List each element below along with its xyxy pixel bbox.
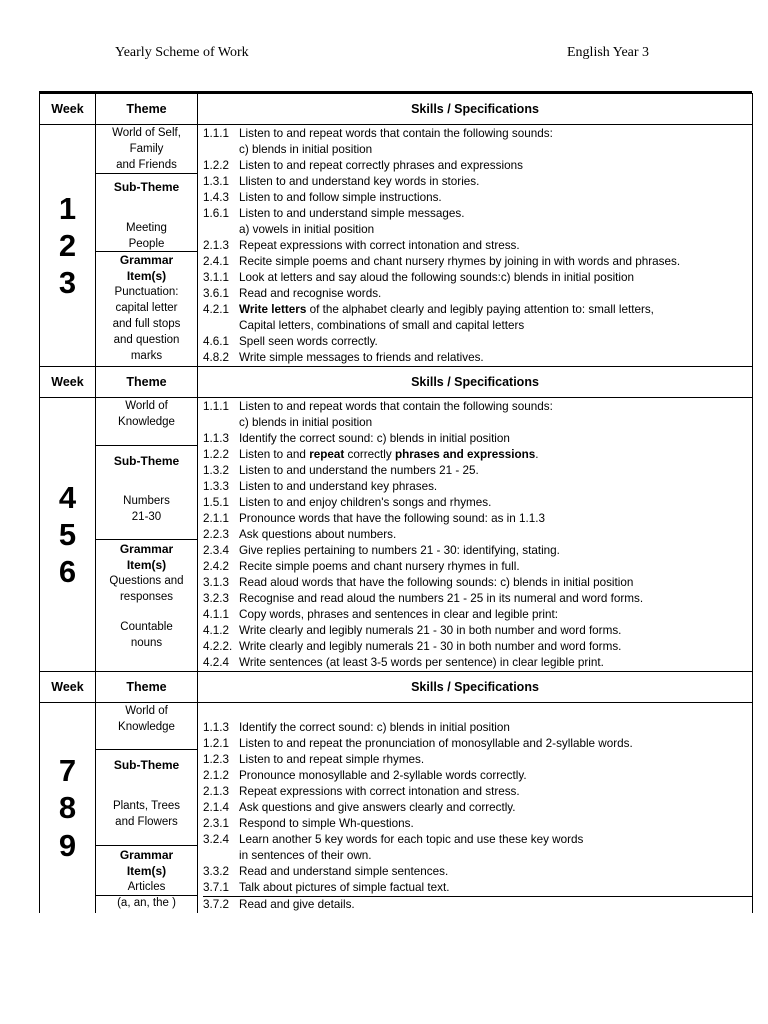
skill-code: 2.3.1 — [203, 817, 229, 830]
week-number: 8 — [58, 790, 77, 826]
skill-line — [203, 768, 752, 784]
skill-text: Listen to and repeat correctly phrases and expressions — [239, 159, 523, 172]
skill-text: Listen to and repeat simple rhymes. — [239, 753, 425, 766]
skills-cell — [198, 398, 753, 672]
skill-code: 1.2.3 — [203, 753, 229, 766]
skill-code: 1.4.3 — [203, 191, 229, 204]
skills-header: Skills / Specifications — [198, 367, 753, 398]
skill-line — [203, 334, 752, 350]
skill-line — [203, 238, 752, 254]
skill-code: 1.2.1 — [203, 737, 229, 750]
week-header: Week — [40, 672, 96, 703]
skill-line — [203, 174, 752, 190]
skill-text: Repeat expressions with correct intonation and stress. — [239, 785, 520, 798]
skill-code: 3.7.2 — [203, 898, 229, 911]
grammar-items: Questions and responses Countable nouns — [109, 575, 184, 649]
skill-line — [203, 752, 752, 768]
skill-code: 1.2.2 — [203, 159, 229, 172]
skill-line — [203, 527, 752, 543]
skill-code: 4.2.4 — [203, 656, 229, 669]
skill-text: c) blends in initial position — [239, 143, 373, 156]
skill-text: Listen to and repeat words that contain the following sounds: — [239, 127, 553, 140]
skill-text: c) blends in initial position — [239, 416, 373, 429]
week-header: Week — [40, 94, 96, 125]
skill-code: 1.1.1 — [203, 127, 229, 140]
sub-theme: Numbers 21-30 — [123, 495, 170, 523]
skill-code: 3.3.2 — [203, 865, 229, 878]
skill-code — [203, 848, 239, 864]
skill-code: 1.3.2 — [203, 464, 229, 477]
skill-text: Recite simple poems and chant nursery rhymes in full. — [239, 560, 520, 573]
skill-code: 3.1.3 — [203, 576, 229, 589]
skill-code: 2.4.1 — [203, 255, 229, 268]
week-numbers — [40, 125, 96, 367]
skill-line — [203, 511, 752, 527]
skill-text: Identify the correct sound: c) blends in initial position — [239, 432, 510, 445]
sub-theme-label: Sub-Theme — [113, 454, 180, 468]
skill-line — [203, 302, 752, 318]
skill-text: Listen to and repeat correctly phrases and expressions. — [239, 448, 539, 461]
skill-text: Respond to simple Wh-questions. — [239, 817, 414, 830]
week-number: 2 — [58, 227, 77, 263]
skill-text: Listen to and enjoy children's songs and rhymes. — [239, 496, 492, 509]
week-number: 1 — [58, 190, 77, 226]
skill-code: 3.1.1 — [203, 271, 229, 284]
skill-text — [239, 704, 242, 720]
skill-text: Spell seen words correctly. — [239, 335, 378, 348]
grammar-label: Grammar Item(s) — [119, 253, 174, 283]
theme-title: World of Knowledge — [118, 705, 175, 733]
skill-line — [203, 720, 752, 736]
skill-line — [203, 880, 752, 896]
skill-line — [203, 575, 752, 591]
theme-cell — [96, 125, 198, 367]
skill-text: Listen to and repeat the pronunciation of monosyllable and 2-syllable words. — [239, 737, 633, 750]
skill-text: Write clearly and legibly numerals 21 - 30 in both number and word forms. — [239, 640, 622, 653]
week-number: 5 — [58, 516, 77, 552]
subject-label: English Year 3 — [567, 45, 650, 60]
skill-line — [203, 318, 752, 334]
week-number: 6 — [58, 554, 77, 590]
skill-text: Listen to and understand simple messages. — [239, 207, 465, 220]
scheme-table-grid — [39, 93, 753, 913]
skill-code — [203, 142, 239, 158]
skill-code: 2.1.1 — [203, 512, 229, 525]
skill-text: Write simple messages to friends and relatives. — [239, 351, 484, 364]
skill-text: Pronounce monosyllable and 2-syllable words correctly. — [239, 769, 527, 782]
week-section-1 — [40, 125, 753, 367]
skill-line — [203, 559, 752, 575]
skill-line — [203, 896, 752, 913]
theme-header: Theme — [96, 94, 198, 125]
skill-code — [203, 704, 239, 720]
theme-cell — [96, 398, 198, 672]
skill-text: Read and understand simple sentences. — [239, 865, 449, 878]
skill-text: Copy words, phrases and sentences in clear and legible print: — [239, 608, 558, 621]
table-header-row — [40, 672, 753, 703]
skill-line — [203, 399, 752, 415]
skill-code: 2.1.3 — [203, 239, 229, 252]
week-number: 7 — [58, 753, 77, 789]
skill-text: Learn another 5 key words for each topic and use these key words — [239, 833, 584, 846]
skill-text: Capital letters, combinations of small and capital letters — [239, 319, 525, 332]
grammar-label: Grammar Item(s) — [119, 542, 174, 572]
skill-text: Listen to and understand key phrases. — [239, 480, 438, 493]
skill-line — [203, 270, 752, 286]
sub-theme-label: Sub-Theme — [113, 180, 180, 194]
skill-line — [203, 704, 752, 720]
skill-code: 1.1.3 — [203, 432, 229, 445]
skill-line — [203, 447, 752, 463]
week-section-2 — [40, 398, 753, 672]
skill-code: 4.8.2 — [203, 351, 229, 364]
skill-line — [203, 736, 752, 752]
skill-line — [203, 286, 752, 302]
skill-text: Listen to and understand the numbers 21 - 25. — [239, 464, 479, 477]
skill-text: Recognise and read aloud the numbers 21 - 25 in its numeral and word forms. — [239, 592, 644, 605]
skill-line — [203, 415, 752, 431]
skill-line — [203, 431, 752, 447]
skill-line — [203, 816, 752, 832]
grammar-items: Punctuation: capital letter and full stops and question marks — [112, 286, 181, 362]
week-number: 9 — [58, 827, 77, 863]
skills-header: Skills / Specifications — [198, 94, 753, 125]
skill-text: Ask questions and give answers clearly and correctly. — [239, 801, 516, 814]
skill-line — [203, 607, 752, 623]
skill-code: 2.4.2 — [203, 560, 229, 573]
skill-line — [203, 222, 752, 238]
skill-code: 1.3.1 — [203, 175, 229, 188]
skill-text: Write sentences (at least 3-5 words per sentence) in clear legible print. — [239, 656, 604, 669]
week-number: 4 — [58, 479, 77, 515]
skill-code — [203, 415, 239, 431]
skill-line — [203, 848, 752, 864]
skill-line — [203, 864, 752, 880]
skill-text: Repeat expressions with correct intonation and stress. — [239, 239, 520, 252]
skill-text: Write letters of the alphabet clearly and legibly paying attention to: small letters, — [239, 303, 654, 316]
skills-header: Skills / Specifications — [198, 672, 753, 703]
skill-line — [203, 832, 752, 848]
skill-emphasis: Write letters — [239, 303, 307, 316]
table-header-row — [40, 94, 753, 125]
week-section-3 — [40, 703, 753, 914]
skill-line — [203, 158, 752, 174]
skill-line — [203, 350, 752, 366]
skill-text: Recite simple poems and chant nursery rhymes by joining in with words and phrases. — [239, 255, 681, 268]
skill-code: 2.1.4 — [203, 801, 229, 814]
skill-code: 1.1.3 — [203, 721, 229, 734]
theme-title: World of Self, Family and Friends — [112, 127, 181, 171]
skill-code: 1.1.1 — [203, 400, 229, 413]
skill-code: 3.6.1 — [203, 287, 229, 300]
skill-text: a) vowels in initial position — [239, 223, 375, 236]
grammar-items: Articles — [127, 881, 166, 893]
skill-code: 2.1.3 — [203, 785, 229, 798]
week-header: Week — [40, 367, 96, 398]
skill-code: 4.1.1 — [203, 608, 229, 621]
skill-text: Write clearly and legibly numerals 21 - 30 in both number and word forms. — [239, 624, 622, 637]
skill-code — [203, 318, 239, 334]
document-title: Yearly Scheme of Work — [115, 45, 249, 60]
week-numbers — [40, 398, 96, 672]
skill-line — [203, 495, 752, 511]
skill-line — [203, 623, 752, 639]
skill-line — [203, 543, 752, 559]
skills-cell — [198, 703, 753, 914]
skill-text: Read aloud words that have the following sounds: c) blends in initial position — [239, 576, 634, 589]
sub-theme: Meeting People — [126, 222, 167, 250]
skill-code: 1.2.2 — [203, 448, 229, 461]
skill-code: 1.5.1 — [203, 496, 229, 509]
skill-code — [203, 222, 239, 238]
skill-line — [203, 655, 752, 671]
skill-code: 4.2.2. — [203, 640, 233, 653]
theme-title: World of Knowledge — [118, 400, 175, 428]
week-number: 3 — [58, 265, 77, 301]
skill-line — [203, 190, 752, 206]
skill-line — [203, 126, 752, 142]
skill-code: 3.2.4 — [203, 833, 229, 846]
week-numbers — [40, 703, 96, 914]
skills-cell — [198, 125, 753, 367]
skill-line — [203, 591, 752, 607]
skill-line — [203, 142, 752, 158]
skill-code: 4.2.1 — [203, 303, 229, 316]
skill-text: Read and give details. — [239, 898, 355, 911]
skill-code: 2.2.3 — [203, 528, 229, 541]
skill-code: 2.3.4 — [203, 544, 229, 557]
skill-code: 4.6.1 — [203, 335, 229, 348]
grammar-items: (a, an, the ) — [117, 897, 176, 909]
skill-code: 1.3.3 — [203, 480, 229, 493]
skill-line — [203, 800, 752, 816]
skill-line — [203, 639, 752, 655]
skill-text: Give replies pertaining to numbers 21 - 30: identifying, stating. — [239, 544, 560, 557]
skill-code: 1.6.1 — [203, 207, 229, 220]
skill-text: Llisten to and understand key words in stories. — [239, 175, 480, 188]
skill-code: 2.1.2 — [203, 769, 229, 782]
skill-line — [203, 463, 752, 479]
skill-text: Read and recognise words. — [239, 287, 382, 300]
skill-code: 3.7.1 — [203, 881, 229, 894]
sub-theme: Plants, Trees and Flowers — [112, 800, 181, 828]
scheme-table — [39, 91, 752, 913]
grammar-label: Grammar Item(s) — [119, 848, 174, 878]
skill-text: Talk about pictures of simple factual text. — [239, 881, 450, 894]
skill-text: Identify the correct sound: c) blends in initial position — [239, 721, 510, 734]
skill-line — [203, 784, 752, 800]
theme-header: Theme — [96, 672, 198, 703]
table-header-row — [40, 367, 753, 398]
skill-text: Listen to and follow simple instructions. — [239, 191, 442, 204]
skill-line — [203, 254, 752, 270]
skill-text: Listen to and repeat words that contain the following sounds: — [239, 400, 553, 413]
skill-code: 3.2.3 — [203, 592, 229, 605]
skill-line — [203, 479, 752, 495]
theme-header: Theme — [96, 367, 198, 398]
skill-line — [203, 206, 752, 222]
skill-text: Ask questions about numbers. — [239, 528, 397, 541]
sub-theme-label: Sub-Theme — [113, 758, 180, 772]
skill-text: Look at letters and say aloud the following sounds:c) blends in initial position — [239, 271, 635, 284]
skill-code: 4.1.2 — [203, 624, 229, 637]
skill-text: Pronounce words that have the following sound: as in 1.1.3 — [239, 512, 546, 525]
theme-cell — [96, 703, 198, 914]
skill-text: in sentences of their own. — [239, 849, 372, 862]
